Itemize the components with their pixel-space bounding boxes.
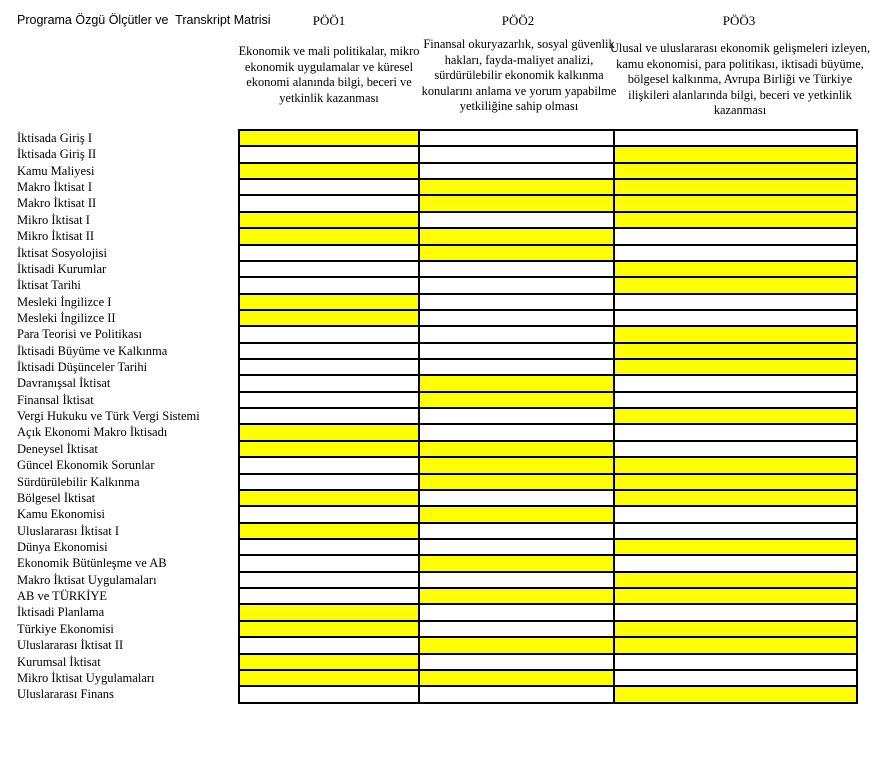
matrix-cell <box>420 556 613 570</box>
course-label: İktisat Tarihi <box>17 278 81 293</box>
course-label: Davranışsal İktisat <box>17 376 111 391</box>
matrix-cell <box>420 327 613 341</box>
course-label: Mikro İktisat II <box>17 229 95 244</box>
matrix-cell <box>615 671 856 685</box>
matrix-grid <box>238 129 858 704</box>
course-label: Türkiye Ekonomisi <box>17 621 114 636</box>
matrix-cell <box>240 458 418 472</box>
matrix-cell <box>615 376 856 390</box>
matrix-cell <box>420 295 613 309</box>
matrix-cell <box>615 507 856 521</box>
course-label: Makro İktisat Uygulamaları <box>17 572 157 587</box>
matrix-cell <box>615 540 856 554</box>
course-label: İktisada Giriş I <box>17 131 92 145</box>
matrix-cell <box>615 262 856 276</box>
matrix-cell <box>420 147 613 161</box>
matrix-cell <box>615 605 856 619</box>
column-header-poo1: PÖÖ1 <box>312 13 346 28</box>
column-header-poo2: PÖÖ2 <box>501 13 535 28</box>
column-description-poo1: Ekonomik ve mali politikalar, mikro ekonomik uygulamalar ve küresel ekonomi alanında bilgi, beceri ve yetkinlik kazanması <box>238 44 420 105</box>
column-header-poo3: PÖÖ3 <box>722 13 756 28</box>
matrix-cell <box>240 605 418 619</box>
course-label: Güncel Ekonomik Sorunlar <box>17 458 155 473</box>
matrix-cell <box>240 573 418 587</box>
matrix-cell <box>615 295 856 309</box>
course-label: Mesleki İngilizce I <box>17 294 112 309</box>
course-label: AB ve TÜRKİYE <box>17 589 108 604</box>
matrix-cell <box>240 540 418 554</box>
matrix-cell <box>420 540 613 554</box>
matrix-cell <box>615 180 856 194</box>
course-label: İktisada Giriş II <box>17 147 97 162</box>
matrix-cell <box>240 213 418 227</box>
matrix-title: Programa Özgü Ölçütler ve Transkript Matrisi <box>17 13 271 27</box>
course-label: Mikro İktisat Uygulamaları <box>17 670 155 685</box>
matrix-cell <box>240 638 418 652</box>
course-label: Finansal İktisat <box>17 392 94 407</box>
matrix-cell <box>240 507 418 521</box>
matrix-cell <box>240 131 418 145</box>
matrix-cell <box>420 131 613 145</box>
course-label: Makro İktisat I <box>17 180 92 195</box>
matrix-cell <box>615 131 856 145</box>
matrix-cell <box>615 458 856 472</box>
matrix-cell <box>615 344 856 358</box>
matrix-cell <box>240 196 418 210</box>
matrix-cell <box>240 442 418 456</box>
course-label: Mikro İktisat I <box>17 212 90 227</box>
matrix-cell <box>240 556 418 570</box>
matrix-cell <box>420 180 613 194</box>
course-label: Kamu Ekonomisi <box>17 507 105 522</box>
matrix-cell <box>420 491 613 505</box>
matrix-cell <box>240 671 418 685</box>
column-description-poo3: Ulusal ve uluslararası ekonomik gelişmeleri izleyen, kamu ekonomisi, para politikası, iktisadi büyüme, bölgesel kalkınma, Avrupa Birliği ve Türkiye ilişkileri alanlarında bilgi, beceri ve yetkinlik kazanması <box>609 41 871 118</box>
matrix-cell <box>240 311 418 325</box>
matrix-cell <box>240 687 418 701</box>
matrix-cell <box>240 262 418 276</box>
matrix-cell <box>240 295 418 309</box>
matrix-cell <box>420 196 613 210</box>
matrix-cell <box>615 196 856 210</box>
course-label: İktisadi Büyüme ve Kalkınma <box>17 343 168 358</box>
matrix-cell <box>615 393 856 407</box>
column-description-poo2: Finansal okuryazarlık, sosyal güvenlik hakları, fayda-maliyet analizi, sürdürülebilir ekonomik kalkınma konularını anlama ve yorum yapabilme yetkiliğine sahip olması <box>421 37 617 114</box>
matrix-cell <box>420 344 613 358</box>
matrix-cell <box>615 246 856 260</box>
matrix-cell <box>420 393 613 407</box>
course-label: Para Teorisi ve Politikası <box>17 327 142 342</box>
matrix-cell <box>420 687 613 701</box>
matrix-cell <box>615 327 856 341</box>
course-label: Kurumsal İktisat <box>17 654 101 669</box>
matrix-cell <box>420 475 613 489</box>
matrix-cell <box>240 164 418 178</box>
matrix-cell <box>240 409 418 423</box>
matrix-cell <box>615 556 856 570</box>
matrix-cell <box>615 655 856 669</box>
matrix-cell <box>240 360 418 374</box>
course-label: Uluslararası İktisat I <box>17 523 120 538</box>
course-label-column <box>17 130 237 703</box>
matrix-cell <box>420 524 613 538</box>
course-label: Ekonomik Bütünleşme ve AB <box>17 556 167 571</box>
matrix-cell <box>240 524 418 538</box>
course-label: Vergi Hukuku ve Türk Vergi Sistemi <box>17 409 200 424</box>
matrix-cell <box>420 262 613 276</box>
matrix-cell <box>240 393 418 407</box>
matrix-cell <box>240 327 418 341</box>
matrix-cell <box>420 605 613 619</box>
matrix-cell <box>240 344 418 358</box>
course-label: Dünya Ekonomisi <box>17 539 108 554</box>
matrix-cell <box>420 458 613 472</box>
matrix-cell <box>420 360 613 374</box>
matrix-cell <box>615 638 856 652</box>
matrix-cell <box>420 246 613 260</box>
matrix-cell <box>420 376 613 390</box>
matrix-cell <box>420 311 613 325</box>
course-label: Uluslararası İktisat II <box>17 638 124 653</box>
matrix-cell <box>615 229 856 243</box>
matrix-cell <box>420 278 613 292</box>
course-label: Sürdürülebilir Kalkınma <box>17 474 140 489</box>
matrix-cell <box>420 655 613 669</box>
matrix-cell <box>615 491 856 505</box>
matrix-cell <box>420 573 613 587</box>
matrix-cell <box>615 442 856 456</box>
matrix-cell <box>420 213 613 227</box>
matrix-cell <box>615 475 856 489</box>
matrix-cell <box>420 409 613 423</box>
matrix-cell <box>240 475 418 489</box>
matrix-cell <box>420 425 613 439</box>
matrix-cell <box>240 180 418 194</box>
course-label: Bölgesel İktisat <box>17 490 96 505</box>
course-label: Açık Ekonomi Makro İktisadı <box>17 425 168 440</box>
matrix-cell <box>615 589 856 603</box>
matrix-cell <box>615 278 856 292</box>
matrix-cell <box>240 246 418 260</box>
course-label: Deneysel İktisat <box>17 441 98 456</box>
matrix-cell <box>615 622 856 636</box>
course-label: Makro İktisat II <box>17 196 97 211</box>
matrix-cell <box>420 589 613 603</box>
matrix-cell <box>615 213 856 227</box>
matrix-cell <box>420 622 613 636</box>
matrix-cell <box>240 229 418 243</box>
matrix-cell <box>420 442 613 456</box>
matrix-cell <box>615 147 856 161</box>
matrix-cell <box>615 573 856 587</box>
matrix-cell <box>615 425 856 439</box>
course-label: Kamu Maliyesi <box>17 163 95 178</box>
course-label: Mesleki İngilizce II <box>17 310 116 325</box>
matrix-cell <box>240 425 418 439</box>
course-label: Uluslararası Finans <box>17 687 114 702</box>
matrix-cell <box>420 164 613 178</box>
matrix-cell <box>240 376 418 390</box>
matrix-cell <box>240 622 418 636</box>
matrix-cell <box>615 360 856 374</box>
course-label: İktisadi Kurumlar <box>17 261 107 276</box>
matrix-cell <box>420 671 613 685</box>
course-label: İktisat Sosyolojisi <box>17 245 107 260</box>
matrix-cell <box>240 491 418 505</box>
matrix-cell <box>240 655 418 669</box>
matrix-cell <box>615 687 856 701</box>
matrix-cell <box>240 589 418 603</box>
matrix-cell <box>615 164 856 178</box>
matrix-cell <box>615 524 856 538</box>
matrix-cell <box>240 278 418 292</box>
matrix-cell <box>420 229 613 243</box>
matrix-cell <box>420 638 613 652</box>
matrix-cell <box>615 409 856 423</box>
matrix-cell <box>240 147 418 161</box>
matrix-cell <box>420 507 613 521</box>
course-label: İktisadi Planlama <box>17 605 105 620</box>
course-label: İktisadi Düşünceler Tarihi <box>17 360 148 375</box>
matrix-cell <box>615 311 856 325</box>
